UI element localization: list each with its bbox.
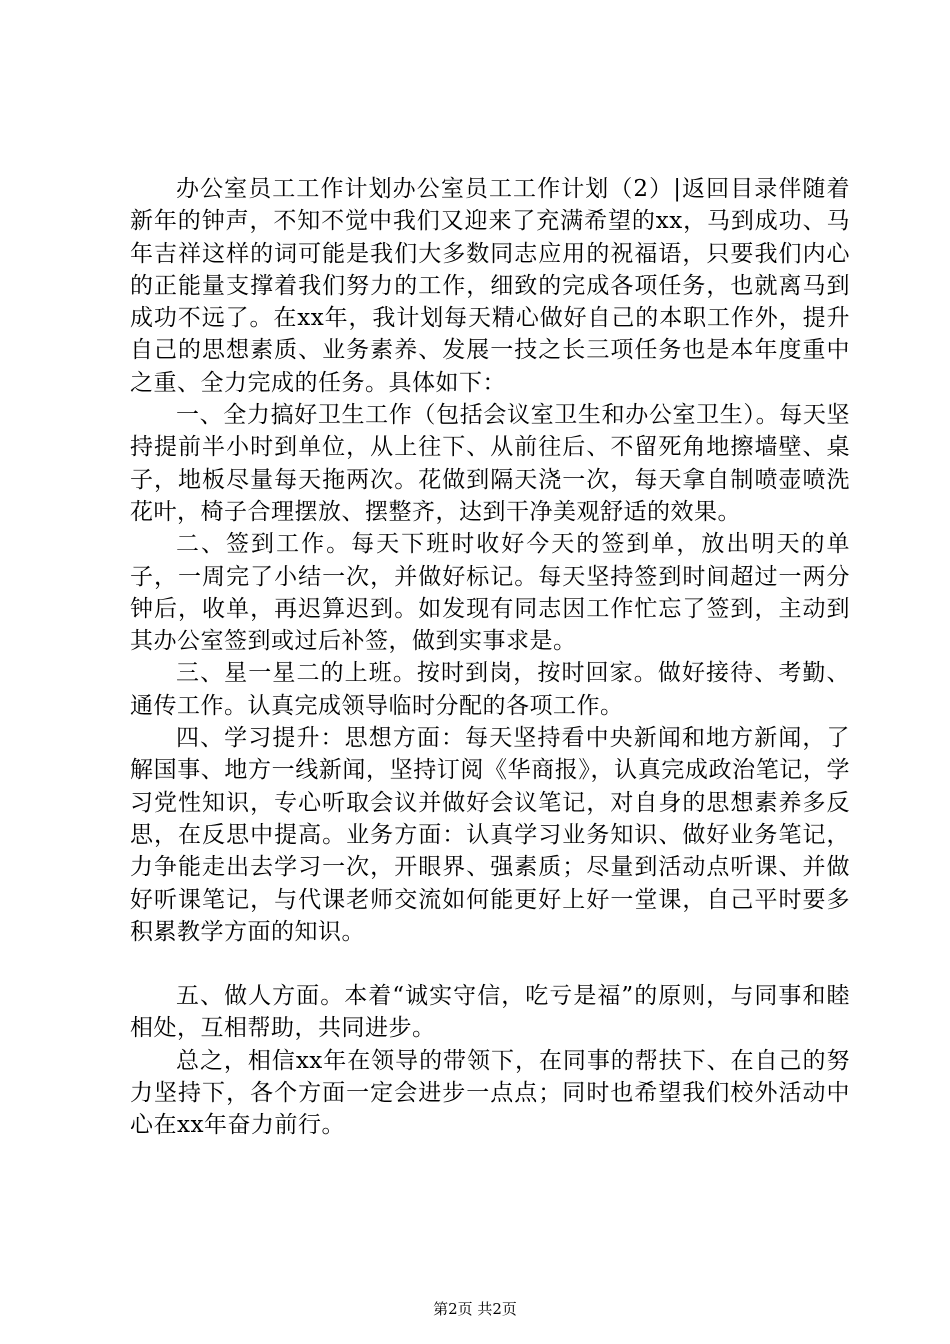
paragraph-gap [130,948,850,980]
intro-paragraph: 办公室员工工作计划办公室员工工作计划（2）|返回目录伴随着新年的钟声，不知不觉中我们又迎来了充满希望的xx，马到成功、马年吉祥这样的词可能是我们大多数同志应用的祝福语，只要我们内心的正能量支撑着我们努力的工作，细致的完成各项任务，也就离马到成功不远了。在xx年，我计划每天精心做好自己的本职工作外，提升自己的思想素质、业务素养、发展一技之长三项任务也是本年度重中之重、全力完成的任务。具体如下： [130,176,850,396]
page-footer: 第2页 共2页 [433,1300,517,1318]
paragraph-schedule: 三、星一星二的上班。按时到岗，按时回家。做好接待、考勤、通传工作。认真完成领导临时分配的各项工作。 [130,660,850,719]
paragraph-conduct: 五、做人方面。本着“诚实守信，吃亏是福”的原则，与同事和睦相处，互相帮助，共同进步。 [130,983,850,1042]
paragraph-study: 四、学习提升：思想方面：每天坚持看中央新闻和地方新闻，了解国事、地方一线新闻，坚持订阅《华商报》，认真完成政治笔记，学习党性知识，专心听取会议并做好会议笔记，对自身的思想素养多反思，在反思中提高。业务方面：认真学习业务知识、做好业务笔记，力争能走出去学习一次，开眼界、强素质；尽量到活动点听课、并做好听课笔记，与代课老师交流如何能更好上好一堂课，自己平时要多积累教学方面的知识。 [130,725,850,945]
paragraph-hygiene: 一、全力搞好卫生工作（包括会议室卫生和办公室卫生）。每天坚持提前半小时到单位，从上往下、从前往后、不留死角地擦墙壁、桌子，地板尽量每天拖两次。花做到隔天浇一次，每天拿自制喷壶喷洗花叶，椅子合理摆放、摆整齐，达到干净美观舒适的效果。 [130,402,850,525]
document-body [130,173,850,1142]
paragraph-signin: 二、签到工作。每天下班时收好今天的签到单，放出明天的单子，一周完了小结一次，并做好标记。每天坚持签到时间超过一两分钟后，收单，再迟算迟到。如发现有同志因工作忙忘了签到，主动到其办公室签到或过后补签，做到实事求是。 [130,531,850,655]
paragraph-conclusion: 总之，相信xx年在领导的带领下，在同事的帮扶下、在自己的努力坚持下，各个方面一定会进步一点点；同时也希望我们校外活动中心在xx年奋力前行。 [130,1047,850,1139]
